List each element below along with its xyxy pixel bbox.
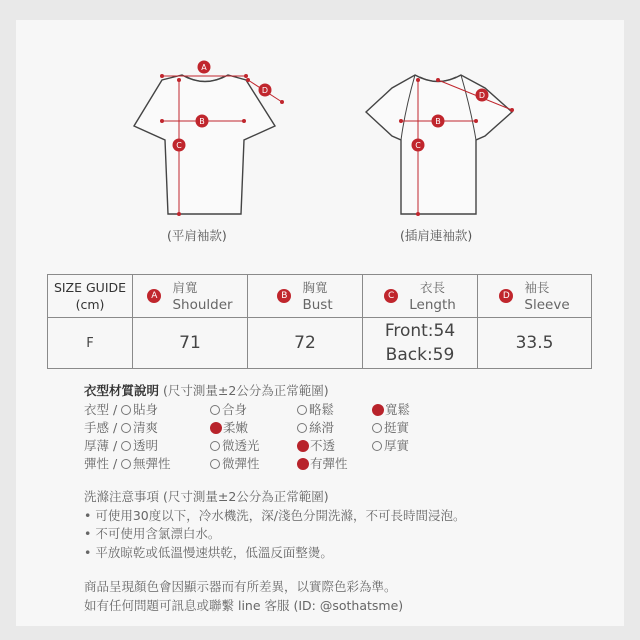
left-diagram-caption: (平肩袖款) (167, 228, 227, 243)
radio-empty-icon (372, 423, 382, 433)
radio-selected-icon (210, 422, 222, 434)
material-option-label: 柔嫩 (223, 420, 249, 435)
material-option-label: 略鬆 (309, 402, 335, 417)
material-title: 衣型材質說明 (84, 383, 160, 398)
header-shoulder (133, 275, 248, 318)
material-title-row (84, 381, 329, 400)
material-option-label: 厚實 (384, 438, 410, 453)
washing-item-1: • 可使用30度以下，冷水機洗，深/淺色分開洗滌，不可長時間浸泡。 (84, 507, 466, 523)
material-note: (尺寸測量±2公分為正常範圍) (163, 383, 329, 398)
raglan-sleeve-tshirt-icon (366, 75, 514, 216)
material-option[interactable] (121, 400, 158, 418)
material-option-label: 貼身 (133, 402, 159, 417)
material-row (84, 400, 411, 418)
material-row-label: 厚薄 / (84, 438, 118, 453)
radio-empty-icon (210, 459, 220, 469)
material-option[interactable] (297, 400, 334, 418)
material-option-label: 透明 (133, 438, 159, 453)
material-rows (84, 400, 411, 472)
header-sleeve-zh: 袖長 (524, 279, 550, 295)
material-option[interactable] (210, 454, 260, 472)
material-option-label: 絲滑 (309, 420, 335, 435)
material-row-label: 彈性 / (84, 456, 118, 471)
marker-b-left: B (199, 117, 205, 126)
material-section (84, 381, 411, 472)
header-length-en: Length (409, 296, 456, 313)
material-row-label: 衣型 / (84, 402, 118, 417)
shoulder-value: 71 (133, 318, 248, 369)
material-option[interactable] (210, 418, 248, 436)
radio-empty-icon (210, 441, 220, 451)
material-option-label: 無彈性 (133, 456, 171, 471)
material-row (84, 436, 410, 454)
length-back-value: Back:59 (385, 345, 455, 365)
marker-b-badge: B (277, 289, 291, 303)
header-sleeve (478, 275, 592, 318)
material-option[interactable] (297, 436, 335, 454)
header-bust (248, 275, 363, 318)
material-option-label: 微彈性 (222, 456, 260, 471)
material-option-label: 挺實 (384, 420, 410, 435)
footer-line-2: 如有任何問題可訊息或聯繫 line 客服 (ID: @sothatsme) (84, 597, 404, 613)
material-option[interactable] (297, 418, 334, 436)
material-option[interactable] (121, 436, 158, 454)
right-diagram-caption: (插肩連袖款) (400, 228, 473, 243)
radio-selected-icon (297, 458, 309, 470)
size-guide-title: SIZE GUIDE (53, 280, 127, 295)
washing-title: 洗滌注意事項 (84, 489, 160, 504)
header-bust-en: Bust (302, 296, 333, 313)
radio-empty-icon (210, 405, 220, 415)
material-option[interactable] (210, 436, 260, 454)
radio-empty-icon (121, 459, 131, 469)
size-guide-table (47, 274, 592, 369)
radio-selected-icon (297, 440, 309, 452)
washing-title-row (84, 488, 465, 507)
radio-empty-icon (297, 405, 307, 415)
header-length (363, 275, 478, 318)
marker-b-right: B (435, 117, 441, 126)
material-option[interactable] (372, 418, 409, 436)
marker-c-right: C (415, 141, 421, 150)
material-option-label: 合身 (222, 402, 248, 417)
washing-item-3: • 平放晾乾或低溫慢速烘乾，低溫反面整燙。 (84, 544, 333, 560)
size-guide-unit: (cm) (75, 297, 105, 312)
header-shoulder-en: Shoulder (172, 296, 233, 313)
material-row (84, 454, 348, 472)
header-shoulder-zh: 肩寬 (172, 279, 198, 295)
material-option[interactable] (121, 418, 158, 436)
size-guide-row-f (48, 318, 592, 369)
marker-d-badge: D (499, 289, 513, 303)
washing-section (84, 488, 465, 562)
size-guide-title-cell (48, 275, 133, 318)
material-option-label: 微透光 (222, 438, 260, 453)
marker-c-left: C (176, 141, 182, 150)
radio-empty-icon (121, 405, 131, 415)
marker-c-badge: C (384, 289, 398, 303)
material-option[interactable] (121, 454, 171, 472)
footer-notes (84, 578, 403, 615)
material-row (84, 418, 410, 436)
radio-empty-icon (121, 441, 131, 451)
size-guide-header-row (48, 275, 592, 318)
radio-empty-icon (121, 423, 131, 433)
marker-d-left: D (261, 86, 269, 95)
radio-empty-icon (372, 441, 382, 451)
material-option[interactable] (372, 436, 409, 454)
marker-a-badge: A (147, 289, 161, 303)
header-length-zh: 衣長 (420, 279, 446, 295)
material-option[interactable] (210, 400, 247, 418)
radio-selected-icon (372, 404, 384, 416)
length-value-cell (363, 318, 478, 369)
header-sleeve-en: Sleeve (524, 296, 570, 313)
length-front-value: Front:54 (384, 321, 456, 341)
material-option[interactable] (372, 400, 410, 418)
material-option[interactable] (297, 454, 348, 472)
marker-a-left: A (201, 63, 207, 72)
size-cell: F (48, 318, 133, 369)
material-option-label: 寬鬆 (385, 402, 411, 417)
marker-d-right: D (478, 91, 486, 100)
material-option-label: 清爽 (133, 420, 159, 435)
material-row-label: 手感 / (84, 420, 118, 435)
material-option-label: 有彈性 (310, 456, 348, 471)
sleeve-value: 33.5 (478, 318, 592, 369)
tshirt-diagrams (0, 0, 640, 260)
footer-line-1: 商品呈現顏色會因顯示器而有所差異，以實際色彩為準。 (84, 579, 397, 594)
material-option-label: 不透 (310, 438, 336, 453)
washing-note: (尺寸測量±2公分為正常範圍) (163, 489, 329, 504)
washing-item-2: • 不可使用含氯漂白水。 (84, 526, 221, 541)
header-bust-zh: 胸寬 (302, 279, 328, 295)
radio-empty-icon (297, 423, 307, 433)
bust-value: 72 (248, 318, 363, 369)
set-in-sleeve-tshirt-icon (134, 61, 284, 217)
